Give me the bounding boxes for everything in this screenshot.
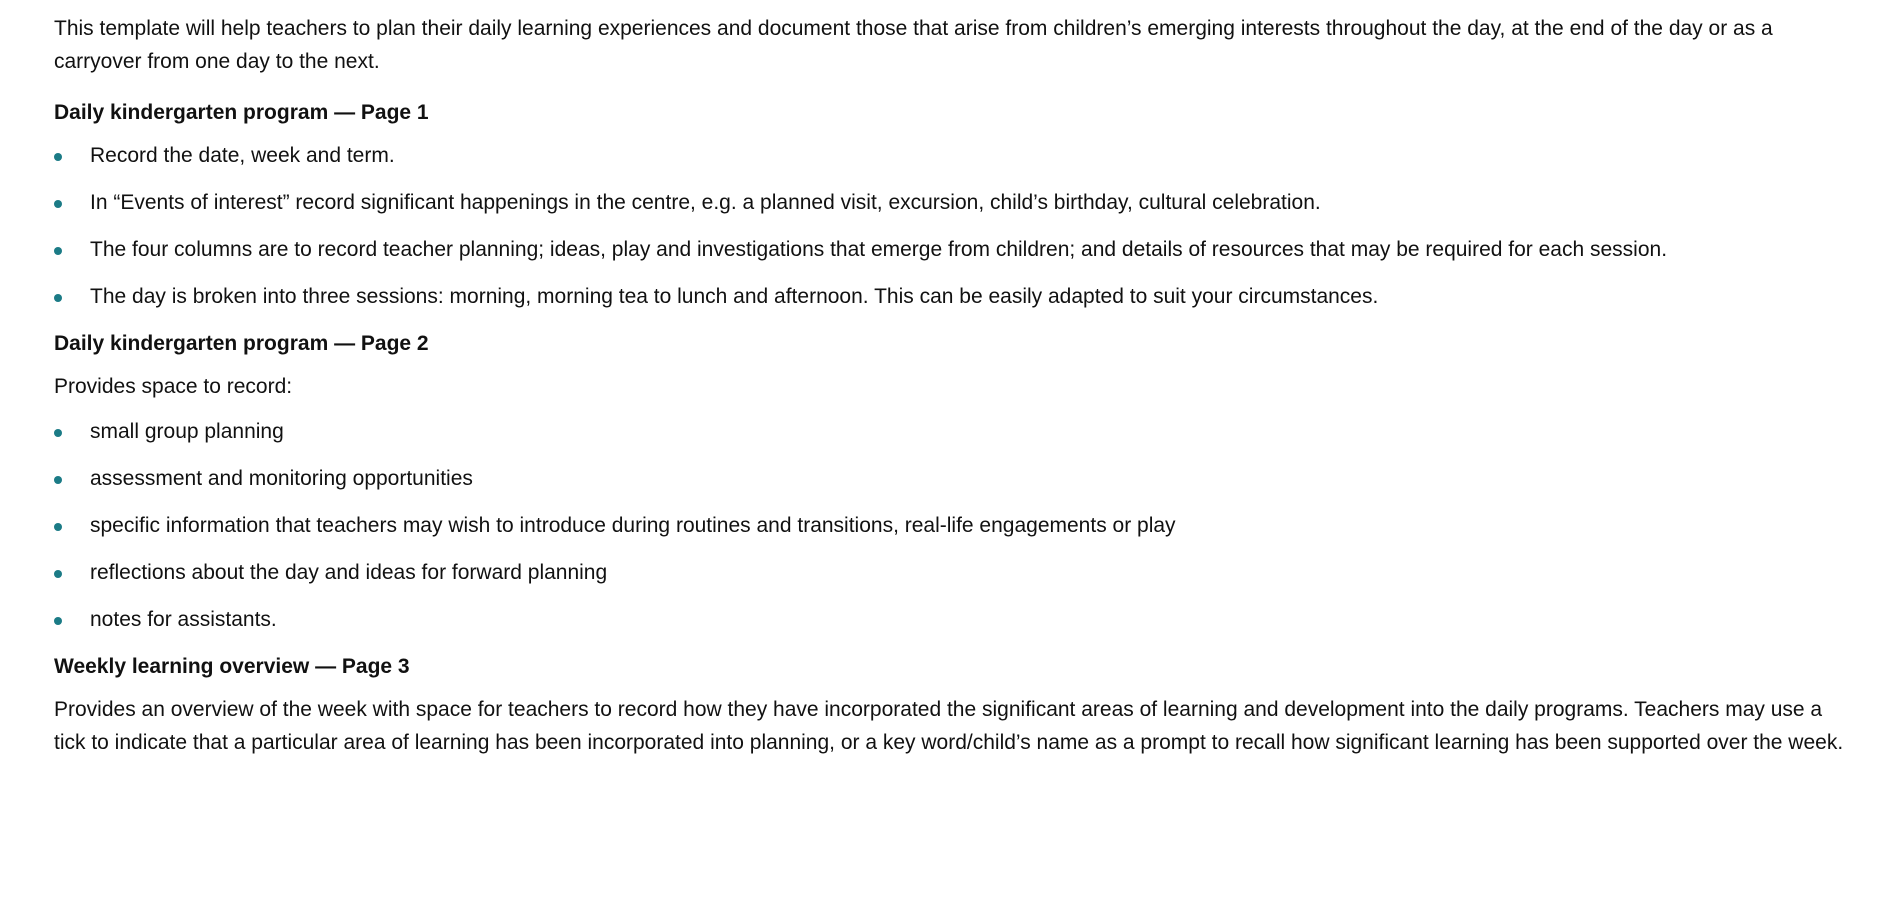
intro-paragraph: This template will help teachers to plan their daily learning experiences and document those that arise from children’s emerging interests throughout the day, at the end of the day or as a carryover from one day to the next.	[54, 17, 1773, 73]
list-item-text: In “Events of interest” record significant happenings in the centre, e.g. a planned visit, excursion, child’s birthday, cultural celebration.	[90, 191, 1321, 214]
section-3-heading: Weekly learning overview — Page 3	[54, 655, 410, 678]
list-item	[54, 415, 1857, 448]
bullet-icon	[54, 570, 62, 578]
list-item	[54, 556, 1857, 589]
list-item	[54, 280, 1857, 313]
section-2-bullet-list	[54, 415, 1857, 636]
list-item-text: specific information that teachers may wish to introduce during routines and transitions, real-life engagements or play	[90, 514, 1176, 537]
list-item	[54, 509, 1857, 542]
list-item	[54, 462, 1857, 495]
list-item-text: The four columns are to record teacher planning; ideas, play and investigations that emerge from children; and details of resources that may be required for each session.	[90, 238, 1668, 261]
list-item	[54, 186, 1857, 219]
section-3-paragraph: Provides an overview of the week with space for teachers to record how they have incorporated the significant areas of learning and development into the daily programs. Teachers may use a tick to indicate that a particular area of learning has been incorporated into planning, or a key word/child’s name as a prompt to recall how significant learning has been supported over the week.	[54, 698, 1844, 754]
section-2-heading: Daily kindergarten program — Page 2	[54, 332, 429, 355]
bullet-icon	[54, 617, 62, 625]
bullet-icon	[54, 294, 62, 302]
bullet-icon	[54, 247, 62, 255]
bullet-icon	[54, 429, 62, 437]
list-item-text: small group planning	[90, 420, 284, 443]
list-item-text: The day is broken into three sessions: morning, morning tea to lunch and afternoon. This can be easily adapted to suit your circumstances.	[90, 285, 1379, 308]
list-item	[54, 233, 1857, 266]
section-1-heading: Daily kindergarten program — Page 1	[54, 101, 429, 124]
list-item-text: assessment and monitoring opportunities	[90, 467, 473, 490]
list-item-text: Record the date, week and term.	[90, 144, 395, 167]
section-1-bullet-list	[54, 139, 1857, 313]
bullet-icon	[54, 153, 62, 161]
list-item-text: reflections about the day and ideas for forward planning	[90, 561, 608, 584]
bullet-icon	[54, 476, 62, 484]
list-item	[54, 139, 1857, 172]
bullet-icon	[54, 200, 62, 208]
bullet-icon	[54, 523, 62, 531]
list-item-text: notes for assistants.	[90, 608, 277, 631]
list-item	[54, 603, 1857, 636]
section-2-lead: Provides space to record:	[54, 375, 293, 398]
